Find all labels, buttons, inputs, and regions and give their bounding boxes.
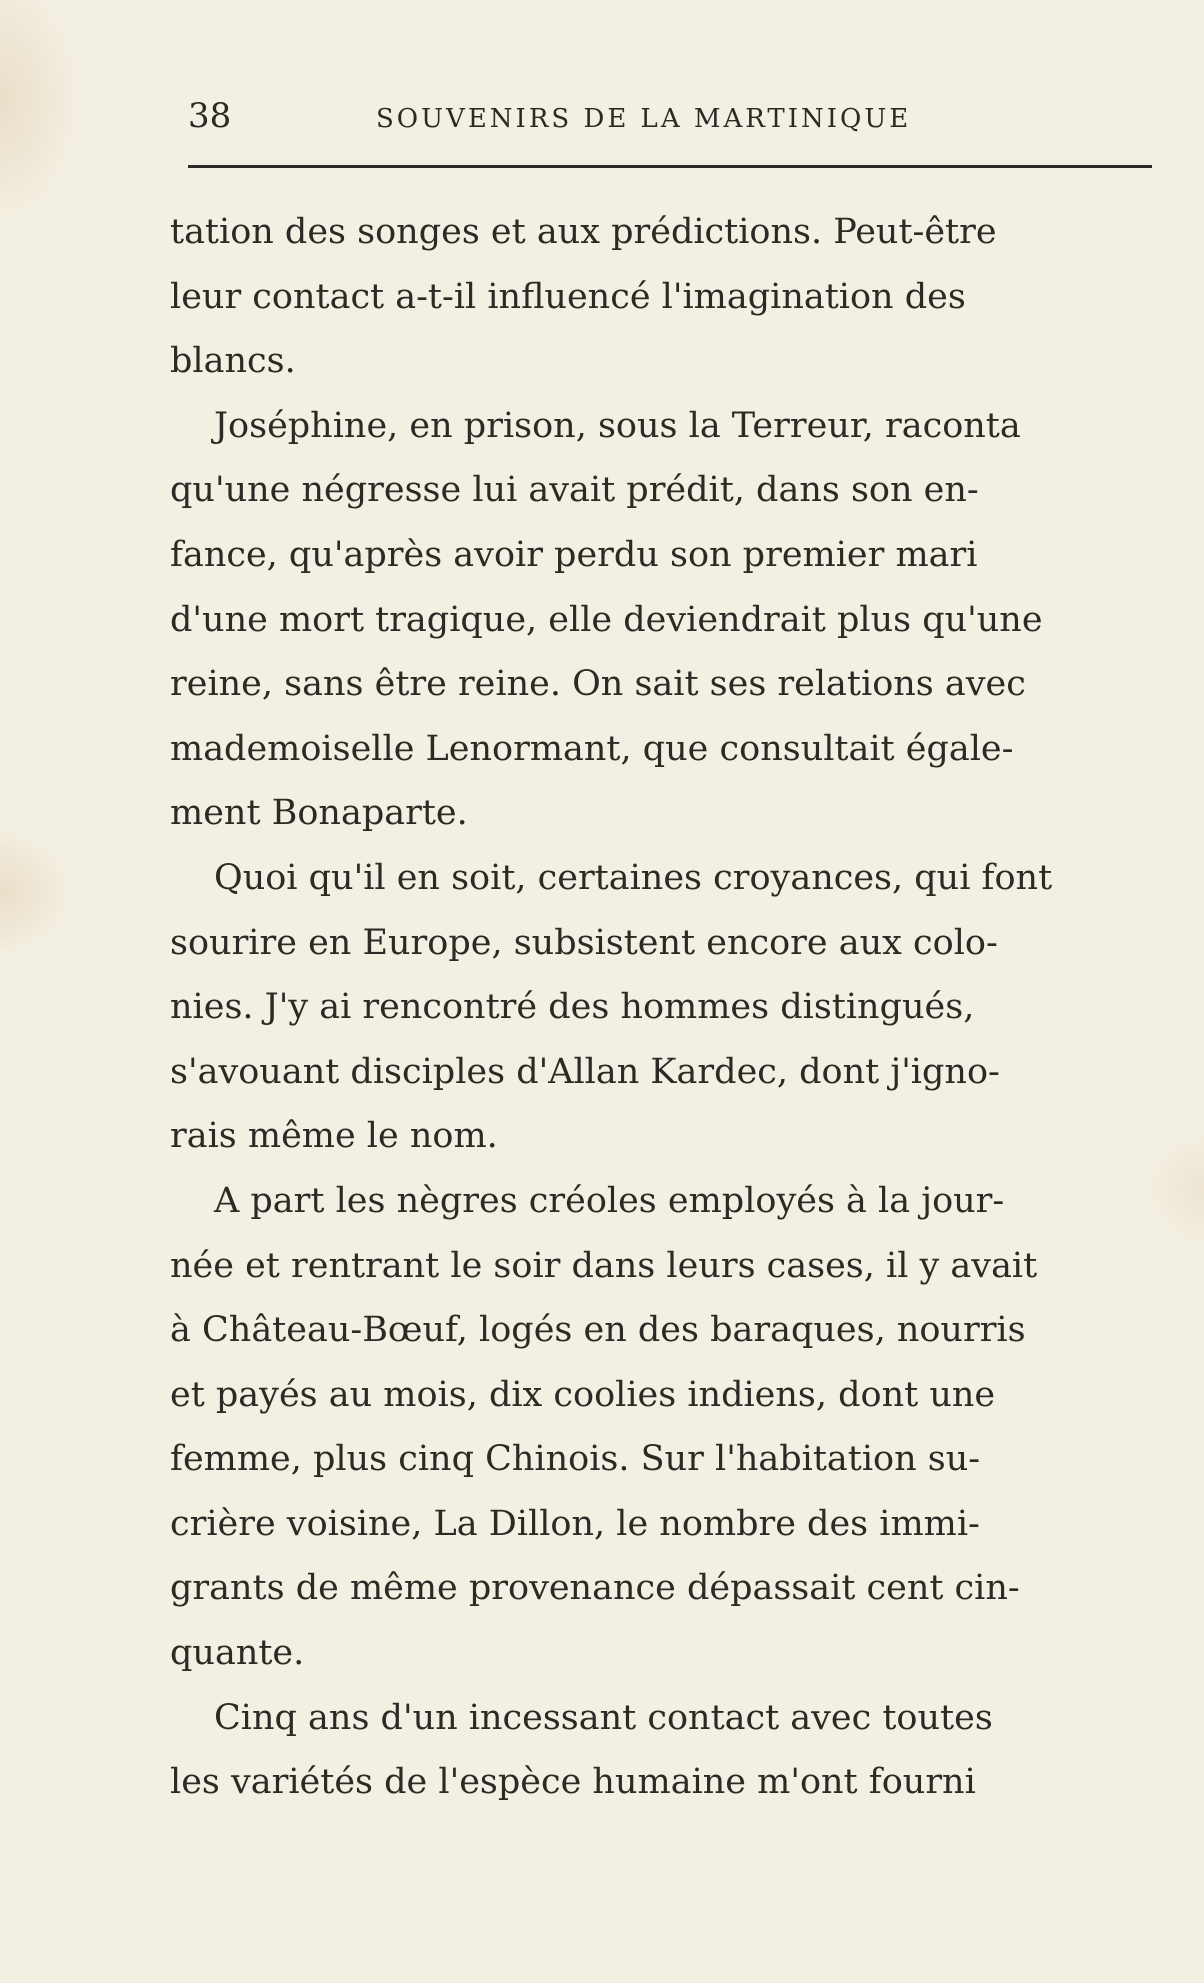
text-line: s'avouant disciples d'Allan Kardec, dont j'igno- (170, 1051, 1000, 1092)
text-line: Quoi qu'il en soit, certaines croyances, qui font (214, 857, 1053, 898)
text-line: tation des songes et aux prédictions. Peut-être (170, 212, 997, 252)
text-line: sourire en Europe, subsistent encore aux colo- (170, 922, 998, 963)
text-line: qu'une négresse lui avait prédit, dans son en- (170, 470, 979, 511)
text-line: les variétés de l'espèce humaine m'ont fourni (170, 1762, 976, 1803)
text-line: femme, plus cinq Chinois. Sur l'habitation su- (170, 1439, 981, 1480)
text-line: reine, sans être reine. On sait ses relations avec (170, 664, 1026, 705)
paragraph (170, 846, 1152, 1169)
text-line: nies. J'y ai rencontré des hommes distingués, (170, 987, 975, 1028)
text-line: ment Bonaparte. (170, 793, 468, 834)
paragraph (170, 1686, 1152, 1815)
text-line: A part les nègres créoles employés à la jour- (214, 1180, 1005, 1221)
text-line: grants de même provenance dépassait cent cin- (170, 1568, 1020, 1609)
text-line: et payés au mois, dix coolies indiens, dont une (170, 1374, 996, 1415)
text-line: fance, qu'après avoir perdu son premier mari (170, 534, 978, 575)
paragraph (170, 394, 1152, 846)
text-line: d'une mort tragique, elle deviendrait plus qu'une (170, 599, 1043, 640)
text-line: blancs. (170, 341, 296, 382)
text-line: Joséphine, en prison, sous la Terreur, raconta (214, 405, 1021, 446)
running-title: SOUVENIRS DE LA MARTINIQUE (376, 104, 912, 134)
text-line: née et rentrant le soir dans leurs cases, il y avait (170, 1245, 1038, 1286)
text-line: quante. (170, 1633, 305, 1674)
text-line: Cinq ans d'un incessant contact avec toutes (214, 1697, 993, 1738)
text-line: rais même le nom. (170, 1116, 498, 1157)
body-text (170, 200, 1152, 1815)
header-rule (188, 165, 1152, 168)
paragraph (170, 200, 1152, 394)
text-line: leur contact a-t-il influencé l'imagination des (170, 276, 966, 317)
paragraph (170, 1169, 1152, 1686)
text-line: crière voisine, La Dillon, le nombre des immi- (170, 1503, 980, 1544)
page-number: 38 (188, 96, 232, 136)
text-line: mademoiselle Lenormant, que consultait égale- (170, 728, 1014, 769)
page-header (188, 96, 1152, 146)
text-line: à Château-Bœuf, logés en des baraques, nourris (170, 1310, 1026, 1351)
